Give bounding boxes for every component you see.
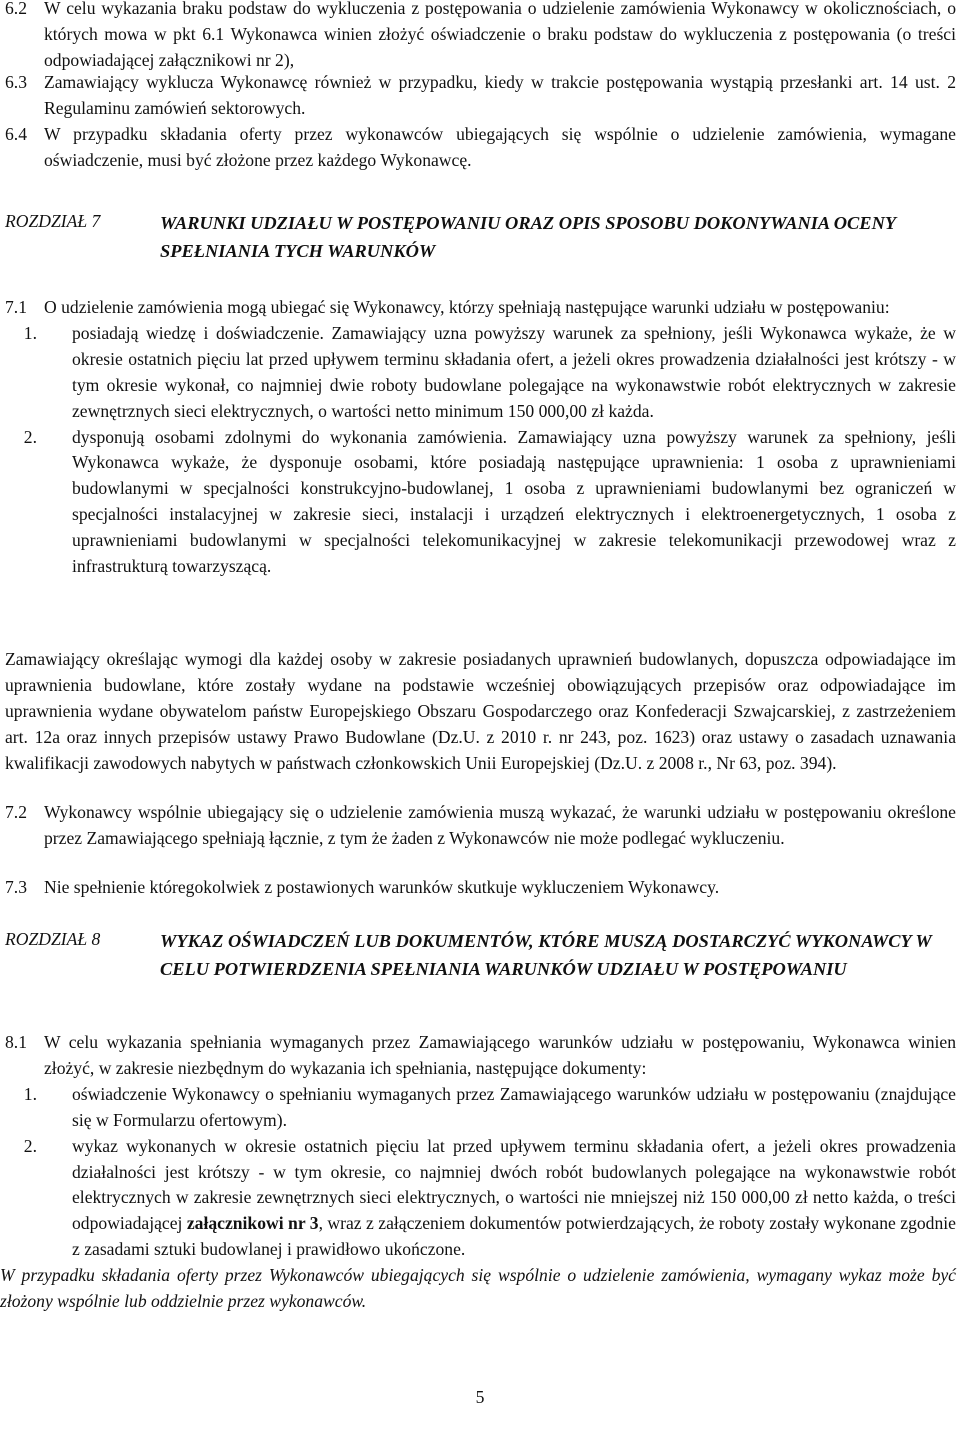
section-text: Wykonawcy wspólnie ubiegający się o udzielenie zamówienia muszą wykazać, że warunki udziału w postępowaniu określone przez Zamawiającego spełniają łącznie, z tym że żaden z Wykonawców nie może podlegać wykluczeniu. bbox=[44, 802, 956, 848]
list-item-text: oświadczenie Wykonawcy o spełnianiu wymaganych przez Zamawiającego warunków udziału w postępowaniu (znajdujące się w Formularzu ofertowym). bbox=[72, 1083, 956, 1130]
section-text: Zamawiający wyklucza Wykonawcę również w przypadku, kiedy w trakcie postępowania wystąpią przesłanki art. 14 ust. 2 Regulaminu zamówień sektorowych. bbox=[44, 72, 956, 118]
section-7-3 bbox=[5, 875, 956, 901]
section-text: W celu wykazania spełniania wymaganych przez Zamawiającego warunków udziału w postępowaniu, Wykonawca winien złożyć, w zakresie niezbędnym do wykazania ich spełniania, następujące dokumenty: bbox=[44, 1032, 956, 1078]
list-item bbox=[23, 425, 956, 580]
section-8-1 bbox=[0, 1030, 956, 1315]
list-item-text-start: wykaz wykonanych w okresie ostatnich pięciu lat przed upływem terminu składania ofert, a jeżeli okres prowadzenia działalności jest krótszy - w tym okresie, co najmniej dwóch robót budowlanych polegające na wykonawstwie robót elektrycznych w zakresie zewnętrznych sieci elektrycznych, o wartości nie mniejszej niż 150 000,00 zł netto każda, o treści odpowiadającej bbox=[72, 1135, 956, 1234]
section-number: 6.3 bbox=[5, 72, 27, 92]
section-text: O udzielenie zamówienia mogą ubiegać się Wykonawcy, którzy spełniają następujące warunki udziału w postępowaniu: bbox=[44, 297, 890, 317]
list-item-text bbox=[72, 1134, 956, 1264]
joint-bid-note: W przypadku składania oferty przez Wykonawców ubiegających się wspólnie o udzielenie zamówienia, wymagany wykaz może być złożony wspólnie lub oddzielnie przez wykonawców. bbox=[0, 1265, 956, 1312]
list-item-number: 1. bbox=[23, 322, 37, 343]
section-6-4 bbox=[5, 122, 956, 174]
section-number: 7.1 bbox=[5, 297, 27, 317]
section-number: 6.2 bbox=[5, 0, 27, 18]
list-item bbox=[23, 1134, 956, 1264]
section-6-3 bbox=[5, 70, 956, 122]
chapter-8-heading bbox=[5, 927, 956, 983]
section-6-2 bbox=[5, 0, 956, 74]
section-number: 6.4 bbox=[5, 124, 27, 144]
section-number: 7.3 bbox=[5, 877, 27, 897]
list-item-number: 2. bbox=[23, 1135, 37, 1156]
list-item bbox=[23, 321, 956, 425]
list-item-text: posiadają wiedzę i doświadczenie. Zamawiający uzna powyższy warunek za spełniony, jeśli Wykonawca wykaże, że w okresie ostatnich pięciu lat przed upływem terminu składania ofert, a jeżeli okres prowadzenia działalności jest krótszy - w tym okresie wykonał, co najmniej dwie roboty budowlane polegające na wykonawstwie robót elektrycznych w zakresie zewnętrznych sieci elektrycznych, o wartości netto minimum 150 000,00 zł każda. bbox=[72, 322, 956, 421]
section-number: 8.1 bbox=[5, 1032, 27, 1052]
chapter-7-heading bbox=[5, 209, 956, 265]
chapter-label: ROZDZIAŁ 8 bbox=[5, 929, 101, 949]
chapter-title: WARUNKI UDZIAŁU W POSTĘPOWANIU ORAZ OPIS SPOSOBU DOKONYWANIA OCENY SPEŁNIANIA TYCH WARUNKÓW bbox=[160, 213, 896, 261]
page-number: 5 bbox=[475, 1387, 485, 1407]
qualifications-paragraph: Zamawiający określając wymogi dla każdej osoby w zakresie posiadanych uprawnień budowlanych, dopuszcza odpowiadające im uprawnienia budowlane, które zostały wydane na podstawie wcześniej obowiązujących przepisów oraz odpowiadające im uprawnienia wydane obywatelom państw Europejskiego Obszaru Gospodarczego oraz Konfederacji Szwajcarskiej, z zastrzeżeniem art. 12a oraz innych przepisów ustawy Prawo Budowlane (Dz.U. z 2010 r. nr 243, poz. 1623) oraz ustawy o zasadach uznawania kwalifikacji zawodowych nabytych w państwach członkowskich Unii Europejskiej (Dz.U. z 2008 r., Nr 63, poz. 394). bbox=[5, 649, 956, 773]
section-number: 7.2 bbox=[5, 802, 27, 822]
section-7-2 bbox=[5, 800, 956, 852]
section-text: W przypadku składania oferty przez wykonawców ubiegających się wspólnie o udzielenie zamówienia, wymagane oświadczenie, musi być złożone przez każdego Wykonawcę. bbox=[44, 124, 956, 170]
chapter-label: ROZDZIAŁ 7 bbox=[5, 211, 101, 231]
chapter-title: WYKAZ OŚWIADCZEŃ LUB DOKUMENTÓW, KTÓRE MUSZĄ DOSTARCZYĆ WYKONAWCY W CELU POTWIERDZENIA SPEŁNIANIA WARUNKÓW UDZIAŁU W POSTĘPOWANIU bbox=[160, 931, 932, 979]
section-text: W celu wykazania braku podstaw do wykluczenia z postępowania o udzielenie zamówienia Wykonawcy w okolicznościach, o których mowa w pkt 6.1 Wykonawca winien złożyć oświadczenie o braku podstaw do wykluczenia z postępowania (o treści odpowiadającej załącznikowi nr 2), bbox=[44, 0, 956, 70]
attachment-reference: załącznikowi nr 3 bbox=[186, 1213, 319, 1234]
section-text: Nie spełnienie któregokolwiek z postawionych warunków skutkuje wykluczeniem Wykonawcy. bbox=[44, 877, 720, 897]
list-item-number: 1. bbox=[23, 1083, 37, 1104]
list-item-text-end: , wraz z załączeniem dokumentów potwierdzających, że roboty zostały wykonane zgodnie z zasadami sztuki budowlanej i prawidłowo ukończone. bbox=[72, 1213, 956, 1260]
section-7-1 bbox=[5, 295, 956, 580]
list-item bbox=[23, 1082, 956, 1134]
list-item-number: 2. bbox=[23, 426, 37, 447]
list-item-text: dysponują osobami zdolnymi do wykonania zamówienia. Zamawiający uzna powyższy warunek za spełniony, jeśli Wykonawca wykaże, że dysponuje osobami, które posiadają następujące uprawnienia: 1 osoba z uprawnieniami budowlanymi w specjalności konstrukcyjno-budowlanej, 1 osoba z uprawnieniami budowlanymi bez ograniczeń w specjalności instalacyjnej w zakresie sieci, instalacji i urządzeń elektrycznych i elektroenergetycznych, 1 osoba z uprawnieniami budowlanymi w specjalności telekomunikacyjnej w zakresie telekomunikacji przewodowej wraz z infrastrukturą towarzyszącą. bbox=[72, 426, 956, 577]
